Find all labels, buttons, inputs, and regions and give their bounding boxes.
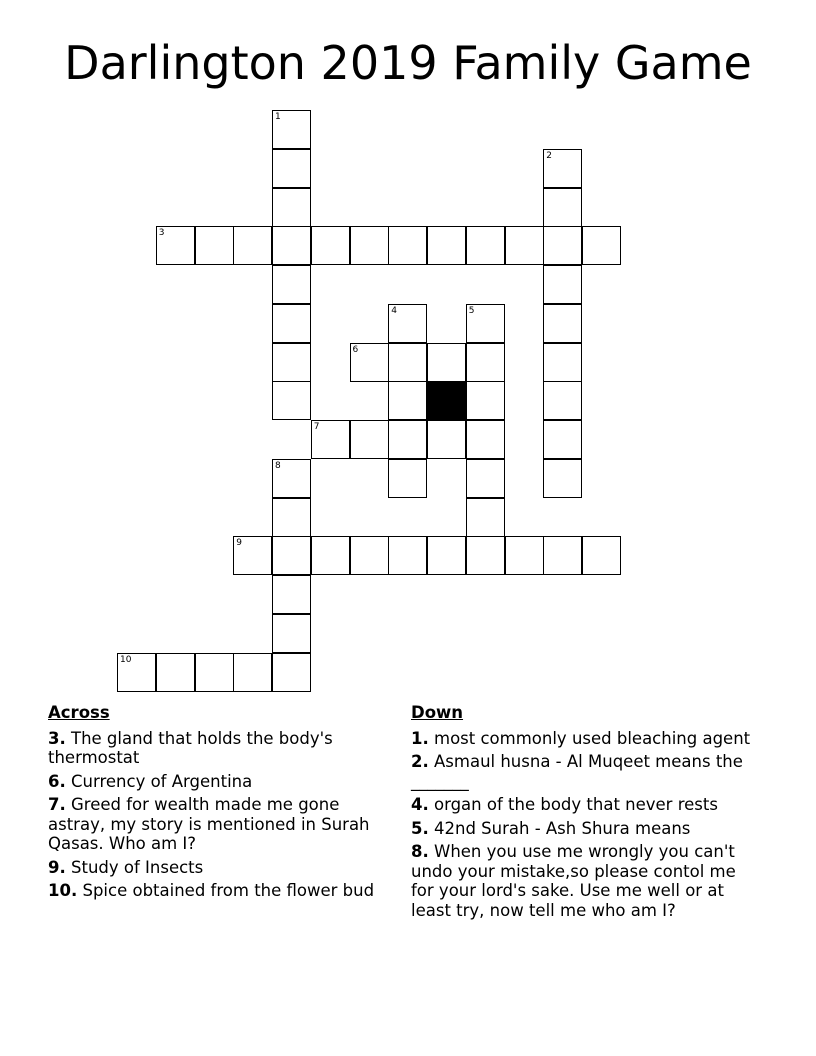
clue-text: Study of Insects [71,857,204,877]
clue-number: 6 [352,344,359,355]
grid-cell[interactable] [195,226,234,265]
grid-cell[interactable] [543,536,582,575]
across-clue [48,729,398,768]
clue-text: 42nd Surah - Ash Shura means [434,818,691,838]
clue-number: 1 [275,112,281,122]
clue-number: 7 [313,422,320,432]
across-clue [48,881,398,901]
clue-text: When you use me wrongly you can't undo your mistake,so please contol me for your lord's sake. Use me well or at least try, now tell me who am I? [411,842,736,920]
clue-number: 9 [236,538,242,549]
across-clues [48,703,398,905]
grid-cell[interactable] [272,614,311,653]
clue-number: 5 [468,305,475,316]
grid-cell[interactable] [427,226,466,265]
clue-number-label: 10. [48,881,78,900]
across-clue-list [48,729,398,901]
grid-cell[interactable] [272,149,311,188]
grid-cell[interactable] [156,653,195,692]
grid-cell[interactable] [388,226,427,265]
grid-cell[interactable] [466,420,505,459]
grid-cell[interactable] [388,304,427,343]
grid-cell[interactable] [272,536,311,575]
grid-cell[interactable] [272,265,311,304]
grid-cell[interactable] [156,226,195,265]
grid-cell[interactable] [272,653,311,692]
clue-number-label: 1. [411,728,429,748]
grid-cell[interactable] [233,653,272,692]
grid-cell[interactable] [388,420,427,459]
grid-cell[interactable] [505,536,544,575]
grid-cell[interactable] [466,226,505,265]
grid-cell[interactable] [388,536,427,575]
clue-text: Greed for wealth made me gone astray, my story is mentioned in Surah Qasas. Who am I? [48,795,370,853]
clue-text: Asmaul husna - Al Muqeet means the _______ [411,752,743,791]
down-clue [411,795,761,815]
grid-cell[interactable] [272,226,311,265]
grid-cell[interactable] [543,420,582,459]
grid-cell[interactable] [543,149,582,188]
grid-cell[interactable] [350,226,389,265]
across-clue [48,795,398,854]
clue-number-label: 6. [48,771,66,791]
down-clue [411,729,761,749]
grid-cell[interactable] [543,381,582,420]
grid-cell[interactable] [466,459,505,498]
clue-number: 4 [391,305,397,316]
grid-cell[interactable] [543,459,582,498]
grid-cell[interactable] [466,343,505,382]
clue-number-label: 5. [411,818,429,838]
grid-cell[interactable] [427,343,466,382]
grid-cell[interactable] [311,420,350,459]
clue-number: 10 [120,654,132,665]
grid-cell[interactable] [388,459,427,498]
grid-cell[interactable] [350,536,389,575]
page-title: Darlington 2019 Family Game [64,36,752,90]
across-clue [48,858,398,878]
grid-cell[interactable] [350,343,389,382]
grid-cell[interactable] [505,226,544,265]
clue-number-label: 4. [411,795,429,814]
grid-cell[interactable] [543,343,582,382]
clue-text: organ of the body that never rests [434,795,718,814]
grid-cell[interactable] [311,226,350,265]
grid-cell[interactable] [427,536,466,575]
clue-text: The gland that holds the body's thermostat [48,728,333,767]
clue-number-label: 2. [411,752,429,771]
clue-number-label: 8. [411,842,429,861]
down-heading: Down [411,703,464,722]
down-clues [411,703,761,924]
grid-cell[interactable] [466,381,505,420]
grid-cell[interactable] [233,536,272,575]
down-clue-list [411,729,761,921]
grid-cell[interactable] [272,188,311,227]
grid-cell[interactable] [466,304,505,343]
down-clue [411,752,761,791]
grid-cell[interactable] [272,110,311,149]
grid-cell[interactable] [311,536,350,575]
grid-cell[interactable] [543,226,582,265]
clue-number: 2 [546,150,552,161]
grid-cell[interactable] [272,459,311,498]
clue-number: 3 [158,228,165,239]
down-clue [411,819,761,839]
grid-cell[interactable] [195,653,234,692]
clue-number-label: 7. [48,795,66,814]
clue-text: Currency of Argentina [71,771,253,791]
grid-cell[interactable] [582,226,621,265]
clue-text: most commonly used bleaching agent [434,728,751,748]
grid-cell[interactable] [272,304,311,343]
across-heading: Across [48,703,110,722]
grid-cell[interactable] [272,381,311,420]
grid-cell[interactable] [388,343,427,382]
grid-cell[interactable] [350,420,389,459]
grid-cell[interactable] [466,536,505,575]
clue-number-label: 9. [48,857,66,877]
clue-text: Spice obtained from the flower bud [82,881,375,900]
clue-number-label: 3. [48,728,66,748]
grid-cell[interactable] [543,188,582,227]
grid-cell[interactable] [388,381,427,420]
grid-cell[interactable] [272,343,311,382]
grid-cell[interactable] [117,653,156,692]
grid-cell[interactable] [543,265,582,304]
across-clue [48,772,398,792]
grid-cell[interactable] [233,226,272,265]
down-clue [411,842,761,920]
grid-cell[interactable] [582,536,621,575]
black-cell [427,381,466,420]
grid-cell[interactable] [427,420,466,459]
clue-number: 8 [275,460,281,471]
grid-cell[interactable] [272,575,311,614]
grid-cell[interactable] [466,498,505,537]
grid-cell[interactable] [543,304,582,343]
grid-cell[interactable] [272,498,311,537]
